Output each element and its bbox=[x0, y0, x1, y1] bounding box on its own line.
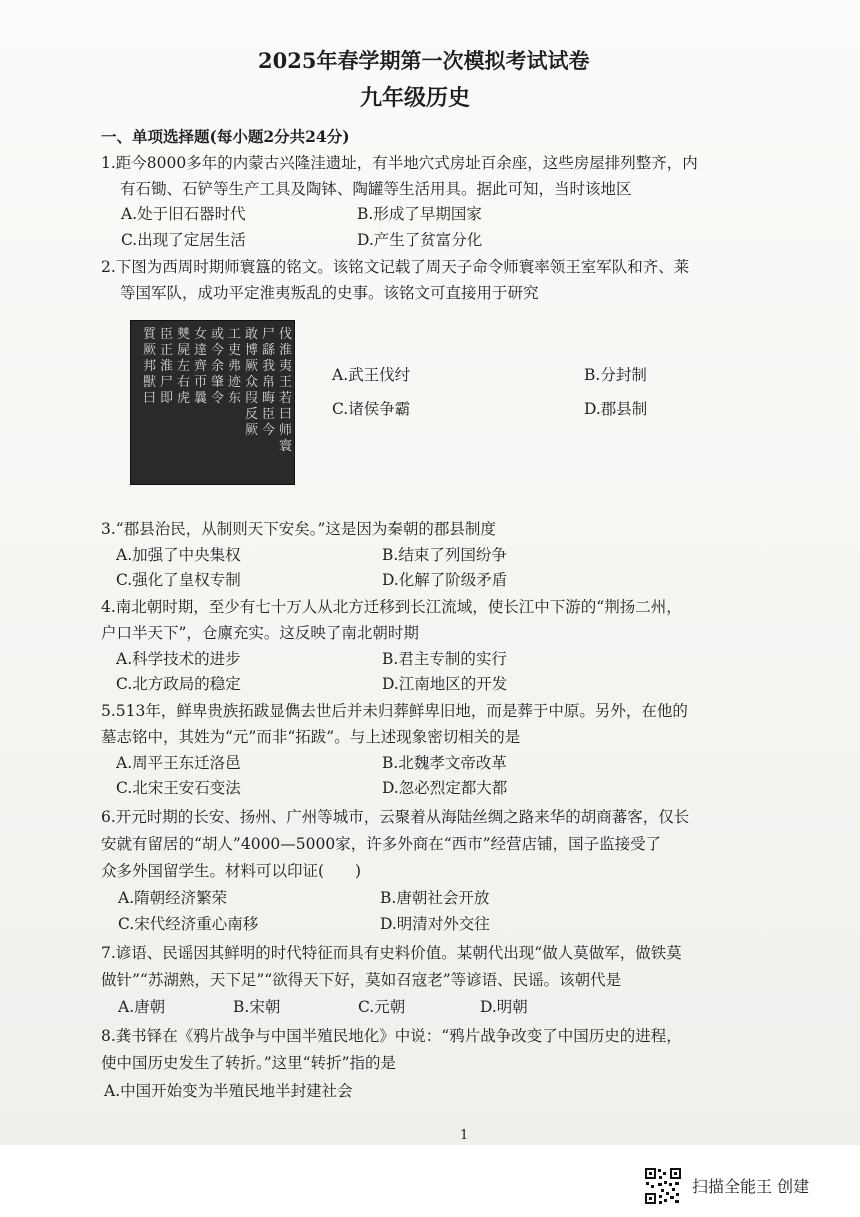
question-1-line-1: 1.距今8000多年的内蒙古兴隆洼遗址，有半地穴式房址百余座，这些房屋排列整齐，内 bbox=[101, 154, 698, 172]
question-6-line-3: 众多外国留学生。材料可以印证( ) bbox=[101, 862, 362, 880]
exam-title: 2025年春学期第一次模拟考试试卷 bbox=[258, 48, 590, 73]
question-2-option-a: A.武王伐纣 bbox=[332, 366, 411, 384]
bronze-inscription-rubbing bbox=[130, 320, 295, 485]
question-7-line-2: 做针”“苏湖熟，天下足”“欲得天下好，莫如召寇老”等谚语、民谣。该朝代是 bbox=[101, 971, 622, 989]
question-2-option-c: C.诸侯争霸 bbox=[332, 400, 411, 418]
question-3-option-b: B.结束了列国纷争 bbox=[382, 546, 507, 564]
inscription-column: 僰屍左右虎 bbox=[177, 327, 191, 406]
question-7-option-c: C.元朝 bbox=[358, 998, 406, 1016]
question-8-line-2: 使中国历史发生了转折。”这里“转折”指的是 bbox=[101, 1054, 397, 1072]
inscription-column: 臣正淮尸即 bbox=[160, 327, 174, 406]
question-8-line-1: 8.龚书铎在《鸦片战争与中国半殖民地化》中说：“鸦片战争改变了中国历史的进程， bbox=[101, 1027, 682, 1045]
question-3-option-a: A.加强了中央集权 bbox=[116, 546, 241, 564]
question-1-line-2: 有石锄、石铲等生产工具及陶钵、陶罐等生活用具。据此可知，当时该地区 bbox=[120, 180, 632, 198]
question-1-option-a: A.处于旧石器时代 bbox=[121, 205, 246, 223]
inscription-column: 工吏弗迹东 bbox=[228, 327, 242, 406]
exam-subject: 九年级历史 bbox=[360, 85, 471, 111]
question-6-option-a: A.隋朝经济繁荣 bbox=[118, 889, 228, 907]
inscription-column: 尸繇我帛晦臣今 bbox=[262, 327, 276, 438]
inscription-column: 敢博厥众叚反厥 bbox=[245, 327, 259, 438]
question-4-option-d: D.江南地区的开发 bbox=[382, 675, 508, 693]
question-2-line-1: 2.下图为西周时期师寰簋的铭文。该铭文记载了周天子命令师寰率领王室军队和齐、莱 bbox=[101, 258, 690, 276]
inscription-column: 女達齊帀曩 bbox=[194, 327, 208, 406]
question-7-line-1: 7.谚语、民谣因其鲜明的时代特征而具有史料价值。某朝代出现“做人莫做军，做铁莫 bbox=[101, 944, 682, 962]
question-6-line-1: 6.开元时期的长安、扬州、广州等城市，云聚着从海陆丝绸之路来华的胡商蕃客，仅长 bbox=[101, 808, 690, 826]
question-5-option-b: B.北魏孝文帝改革 bbox=[382, 754, 507, 772]
inscription-column: 質厥邦獸曰 bbox=[143, 327, 157, 406]
question-5-line-2: 墓志铭中，其姓为“元”而非“拓跋”。与上述现象密切相关的是 bbox=[101, 728, 521, 746]
question-3-option-d: D.化解了阶级矛盾 bbox=[382, 571, 508, 589]
question-6-option-d: D.明清对外交往 bbox=[380, 915, 490, 933]
question-1-option-b: B.形成了早期国家 bbox=[357, 205, 482, 223]
question-6-option-c: C.宋代经济重心南移 bbox=[118, 915, 259, 933]
question-2-line-2: 等国军队，成功平定淮夷叛乱的史事。该铭文可直接用于研究 bbox=[120, 284, 539, 302]
question-6-line-2: 安就有留居的“胡人”4000—5000家，许多外商在“西市”经营店铺，国子监接受了 bbox=[101, 835, 662, 853]
inscription-column: 伐淮夷王若曰师寰 bbox=[279, 327, 293, 454]
qr-code-icon bbox=[644, 1167, 682, 1205]
question-4-line-2: 户口半天下”，仓廪充实。这反映了南北朝时期 bbox=[101, 624, 419, 642]
question-1-option-d: D.产生了贫富分化 bbox=[357, 231, 483, 249]
question-4-option-c: C.北方政局的稳定 bbox=[116, 675, 241, 693]
question-7-option-b: B.宋朝 bbox=[233, 998, 281, 1016]
question-3-option-c: C.强化了皇权专制 bbox=[116, 571, 241, 589]
question-8-option-a: A.中国开始变为半殖民地半封建社会 bbox=[104, 1082, 353, 1100]
question-2-option-d: D.郡县制 bbox=[584, 400, 648, 418]
question-4-option-a: A.科学技术的进步 bbox=[116, 650, 241, 668]
question-1-option-c: C.出现了定居生活 bbox=[121, 231, 246, 249]
inscription-column: 或今余肇令 bbox=[211, 327, 225, 406]
question-5-option-a: A.周平王东迁洛邑 bbox=[116, 754, 241, 772]
question-7-option-d: D.明朝 bbox=[480, 998, 528, 1016]
page-number: 1 bbox=[460, 1128, 469, 1143]
scanner-watermark: 扫描全能王 创建 bbox=[692, 1177, 810, 1196]
question-6-option-b: B.唐朝社会开放 bbox=[380, 889, 490, 907]
question-4-line-1: 4.南北朝时期，至少有七十万人从北方迁移到长江流域，使长江中下游的“荆扬二州， bbox=[101, 598, 682, 616]
question-2-option-b: B.分封制 bbox=[584, 366, 647, 384]
question-5-option-c: C.北宋王安石变法 bbox=[116, 779, 241, 797]
question-4-option-b: B.君主专制的实行 bbox=[382, 650, 507, 668]
question-5-option-d: D.忽必烈定都大都 bbox=[382, 779, 508, 797]
section-heading: 一、单项选择题(每小题2分共24分) bbox=[101, 127, 350, 146]
question-7-option-a: A.唐朝 bbox=[118, 998, 166, 1016]
question-5-line-1: 5.513年，鲜卑贵族拓跋显儁去世后并未归葬鲜卑旧地，而是葬于中原。另外，在他的 bbox=[101, 702, 688, 720]
question-3-line-1: 3.“郡县治民，从制则天下安矣。”这是因为秦朝的郡县制度 bbox=[101, 520, 496, 538]
